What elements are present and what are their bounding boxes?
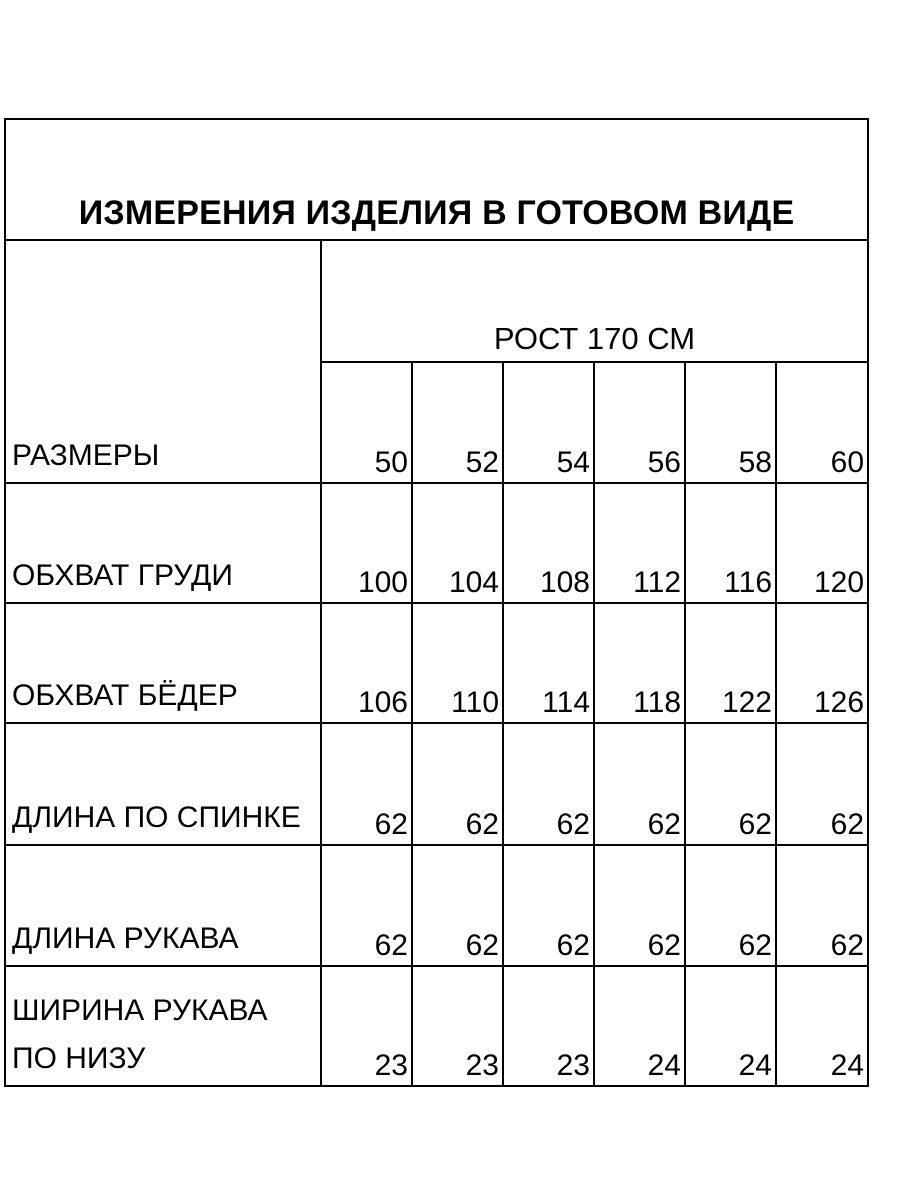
size-cell: 50 (321, 362, 412, 483)
value-cell: 118 (594, 603, 685, 723)
value-cell: 62 (594, 845, 685, 966)
row-label-sleeve-width: ШИРИНА РУКАВА ПО НИЗУ (5, 966, 321, 1086)
table-row (5, 966, 868, 1086)
value-cell: 106 (321, 603, 412, 723)
value-cell: 24 (776, 966, 868, 1086)
table-title: ИЗМЕРЕНИЯ ИЗДЕЛИЯ В ГОТОВОМ ВИДЕ (5, 119, 868, 240)
size-cell: 58 (685, 362, 776, 483)
value-cell: 23 (503, 966, 594, 1086)
value-cell: 122 (685, 603, 776, 723)
value-cell: 23 (321, 966, 412, 1086)
value-cell: 62 (412, 845, 503, 966)
table-row (5, 483, 868, 603)
value-cell: 24 (594, 966, 685, 1086)
value-cell: 62 (321, 845, 412, 966)
value-cell: 23 (412, 966, 503, 1086)
row-label-back-length: ДЛИНА ПО СПИНКЕ (5, 723, 321, 845)
table-row (5, 723, 868, 845)
value-cell: 62 (776, 723, 868, 845)
size-cell: 54 (503, 362, 594, 483)
value-cell: 62 (503, 845, 594, 966)
value-cell: 62 (503, 723, 594, 845)
value-cell: 114 (503, 603, 594, 723)
value-cell: 62 (776, 845, 868, 966)
value-cell: 24 (685, 966, 776, 1086)
value-cell: 112 (594, 483, 685, 603)
value-cell: 108 (503, 483, 594, 603)
value-cell: 100 (321, 483, 412, 603)
size-cell: 60 (776, 362, 868, 483)
row-label-hips: ОБХВАТ БЁДЕР (5, 603, 321, 723)
value-cell: 62 (685, 723, 776, 845)
size-chart-table (4, 118, 869, 1087)
value-cell: 62 (685, 845, 776, 966)
size-cell: 56 (594, 362, 685, 483)
value-cell: 120 (776, 483, 868, 603)
size-cell: 52 (412, 362, 503, 483)
table-row (5, 845, 868, 966)
value-cell: 110 (412, 603, 503, 723)
value-cell: 62 (321, 723, 412, 845)
row-label-sizes: РАЗМЕРЫ (5, 240, 321, 483)
table-row (5, 603, 868, 723)
value-cell: 116 (685, 483, 776, 603)
value-cell: 62 (594, 723, 685, 845)
value-cell: 104 (412, 483, 503, 603)
height-group-header: РОСТ 170 СМ (321, 240, 868, 362)
row-label-chest: ОБХВАТ ГРУДИ (5, 483, 321, 603)
value-cell: 62 (412, 723, 503, 845)
row-label-sleeve-length: ДЛИНА РУКАВА (5, 845, 321, 966)
value-cell: 126 (776, 603, 868, 723)
